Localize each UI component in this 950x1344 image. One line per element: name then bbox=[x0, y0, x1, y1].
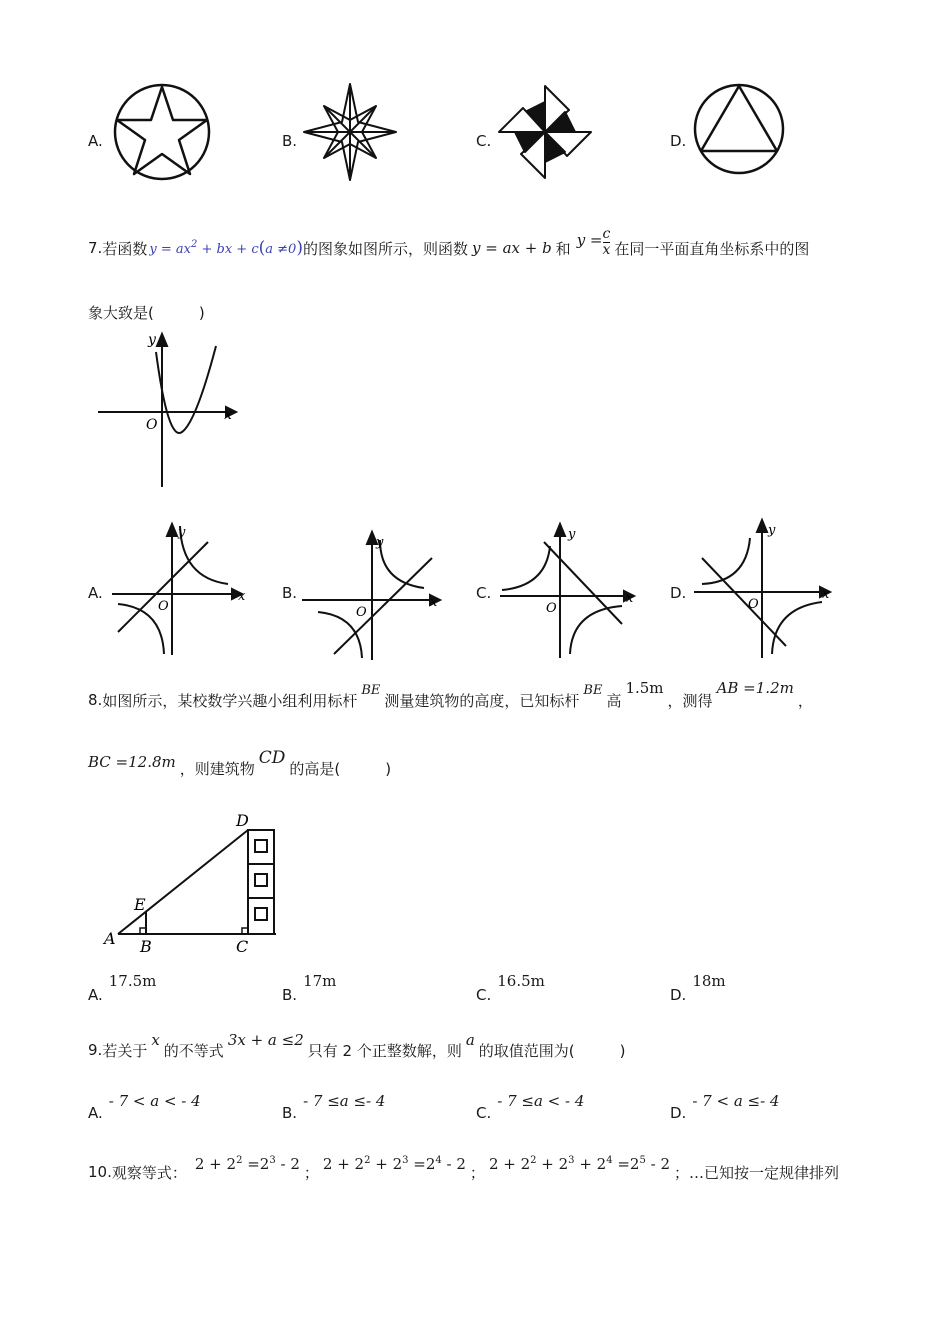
q9-option-d[interactable] bbox=[670, 1092, 779, 1122]
q7-option-c-label[interactable]: C. bbox=[476, 584, 492, 602]
q7-parabola-graph bbox=[96, 332, 246, 492]
q8-stem-line1 bbox=[88, 678, 813, 722]
q9-number: 9. bbox=[88, 1041, 103, 1059]
q9-variable-x: x bbox=[151, 1031, 160, 1049]
q6-option-c-label[interactable]: C. bbox=[476, 132, 492, 150]
q8-text-3: 高 bbox=[606, 691, 622, 710]
q10-equation-3 bbox=[489, 1155, 670, 1173]
q8-number: 8. bbox=[88, 691, 103, 709]
q8-option-a-label: A. bbox=[88, 986, 103, 1004]
q7-b-y-label: y bbox=[376, 535, 384, 550]
triangle-in-circle-icon bbox=[692, 82, 788, 178]
q7-stem-line2: 象大致是( ) bbox=[88, 304, 205, 322]
q9-option-c-label: C. bbox=[476, 1104, 492, 1122]
q10-e3-exp4: 5 bbox=[639, 1155, 646, 1166]
q10-e3-exp2: 3 bbox=[568, 1155, 575, 1166]
q10-e3-a: 2 + 2 bbox=[488, 1155, 531, 1173]
q7-linear-function: y = ax + b bbox=[471, 239, 552, 257]
q9-text-2: 的不等式 bbox=[163, 1041, 224, 1060]
q7-graph-x-label: x bbox=[224, 407, 232, 423]
q9-text-4: 的取值范围为( ) bbox=[478, 1041, 626, 1060]
q8-option-b-value: 17m bbox=[303, 972, 337, 990]
q10-separator-1: ； bbox=[303, 1163, 319, 1182]
q8-option-b[interactable] bbox=[282, 972, 336, 1004]
q10-e1-exp2: 3 bbox=[269, 1155, 276, 1166]
q8-text-2: 测量建筑物的高度，已知标杆 bbox=[384, 691, 580, 710]
q8-option-d-value: 18m bbox=[692, 972, 726, 990]
q7-graph-origin-label: O bbox=[146, 417, 158, 433]
q9-option-d-value: - 7 < a ≤- 4 bbox=[692, 1092, 780, 1110]
q10-e3-g: =2 bbox=[612, 1155, 640, 1173]
q7-quad-exp: 2 bbox=[190, 239, 198, 250]
q8-option-d-label: D. bbox=[670, 986, 687, 1004]
q7-number: 7. bbox=[88, 239, 103, 257]
q7-quad-cond-ne: ≠0 bbox=[277, 242, 297, 257]
q7-d-y-label: y bbox=[768, 523, 776, 538]
q8-building-figure bbox=[100, 806, 290, 958]
q10-equation-1 bbox=[195, 1155, 300, 1173]
q10-text-2: ；…已知按一定规律排列 bbox=[674, 1163, 840, 1182]
q8-text-1: 如图所示，某校数学兴趣小组利用标杆 bbox=[102, 691, 358, 710]
q7-option-a-label[interactable]: A. bbox=[88, 584, 103, 602]
q7-text-4: 在同一平面直角坐标系中的图 bbox=[614, 239, 810, 258]
q10-e3-c: + 2 bbox=[536, 1155, 569, 1173]
q8-stem-line2 bbox=[88, 748, 391, 788]
q8-label-a: A bbox=[104, 929, 116, 948]
q9-text-3: 只有 2 个正整数解，则 bbox=[307, 1041, 462, 1060]
q9-option-a-value: - 7 < a < - 4 bbox=[108, 1092, 201, 1110]
q10-e1-exp1: 2 bbox=[236, 1155, 243, 1166]
q7-quadratic-formula bbox=[149, 238, 303, 258]
q6-option-a-label[interactable]: A. bbox=[88, 132, 103, 150]
q8-text-6: ，则建筑物 bbox=[179, 759, 255, 778]
q8-label-c: C bbox=[236, 937, 249, 956]
q8-text-7: 的高是( ) bbox=[289, 759, 392, 778]
q8-option-a[interactable] bbox=[88, 972, 156, 1004]
q7-d-x-label: x bbox=[822, 587, 830, 602]
q7-quad-eq: = bbox=[160, 242, 172, 257]
q9-option-c[interactable] bbox=[476, 1092, 584, 1122]
q10-separator-2: ； bbox=[469, 1163, 485, 1182]
q6-option-d-label[interactable]: D. bbox=[670, 132, 687, 150]
q7-stem-line1 bbox=[88, 218, 809, 278]
q10-e2-exp1: 2 bbox=[364, 1155, 371, 1166]
q8-label-b: B bbox=[140, 937, 152, 956]
q9-stem bbox=[88, 1030, 626, 1070]
q9-option-a[interactable] bbox=[88, 1092, 201, 1122]
q9-inequality: 3x + a ≤2 bbox=[227, 1031, 304, 1049]
q9-option-c-value: - 7 ≤a < - 4 bbox=[497, 1092, 585, 1110]
q7-quad-cond-a: a bbox=[265, 242, 274, 257]
q10-number: 10. bbox=[88, 1163, 112, 1181]
q8-text-5: ， bbox=[797, 691, 813, 710]
q10-e3-exp3: 4 bbox=[606, 1155, 613, 1166]
q8-option-c-label: C. bbox=[476, 986, 492, 1004]
q10-e2-c: + 2 bbox=[370, 1155, 403, 1173]
q8-be-2: BE bbox=[583, 682, 603, 698]
q7-text-3: 和 bbox=[555, 239, 571, 258]
q8-text-4: ，测得 bbox=[667, 691, 713, 710]
q10-e1-a: 2 + 2 bbox=[194, 1155, 237, 1173]
q9-option-b-label: B. bbox=[282, 1104, 298, 1122]
q8-option-c[interactable] bbox=[476, 972, 545, 1004]
q7-c-origin-label: O bbox=[546, 601, 557, 616]
q10-e3-e: + 2 bbox=[574, 1155, 607, 1173]
q7-option-b-graph bbox=[300, 528, 445, 663]
q7-text-1: 若函数 bbox=[102, 239, 148, 258]
q7-quad-y: y bbox=[149, 242, 157, 257]
q9-option-a-label: A. bbox=[88, 1104, 103, 1122]
q9-text-1: 若关于 bbox=[102, 1041, 148, 1060]
q10-stem bbox=[88, 1150, 839, 1194]
q8-label-e: E bbox=[134, 895, 146, 914]
q7-quad-ax: ax bbox=[175, 242, 191, 257]
q7-a-origin-label: O bbox=[158, 599, 169, 614]
q8-be-1: BE bbox=[361, 682, 381, 698]
q10-e3-i: - 2 bbox=[645, 1155, 670, 1173]
q8-option-a-value: 17.5m bbox=[108, 972, 157, 990]
q10-e2-exp3: 4 bbox=[435, 1155, 442, 1166]
q8-ab-value: AB =1.2m bbox=[716, 679, 794, 697]
q7-c-y-label: y bbox=[568, 527, 576, 542]
q7-b-x-label: x bbox=[430, 595, 438, 610]
q7-option-c-graph bbox=[498, 520, 638, 660]
q10-equation-2 bbox=[323, 1155, 466, 1173]
q7-b-origin-label: O bbox=[356, 605, 367, 620]
q9-variable-a: a bbox=[465, 1031, 475, 1049]
q7-quad-rest: + bx + c bbox=[201, 242, 259, 257]
q7-a-y-label: y bbox=[178, 525, 186, 540]
q8-option-b-label: B. bbox=[282, 986, 298, 1004]
q7-inverse-denominator: x bbox=[602, 241, 611, 258]
q7-text-2: 的图象如图所示，则函数 bbox=[302, 239, 468, 258]
q10-e1-e: - 2 bbox=[275, 1155, 300, 1173]
q7-inverse-numerator: c bbox=[602, 225, 611, 242]
q10-e2-exp2: 3 bbox=[402, 1155, 409, 1166]
q10-e2-e: =2 bbox=[408, 1155, 436, 1173]
q10-e2-a: 2 + 2 bbox=[322, 1155, 365, 1173]
q7-a-x-label: x bbox=[238, 589, 246, 604]
q8-option-c-value: 16.5m bbox=[497, 972, 545, 990]
q7-graph-y-label: y bbox=[148, 332, 156, 348]
q8-bc-value: BC =12.8m bbox=[88, 753, 176, 771]
q9-option-b[interactable] bbox=[282, 1092, 385, 1122]
star-in-circle-icon bbox=[110, 82, 214, 186]
compass-star-icon bbox=[300, 82, 400, 182]
q8-height-value: 1.5m bbox=[625, 679, 664, 697]
q9-option-b-value: - 7 ≤a ≤- 4 bbox=[303, 1092, 386, 1110]
q8-option-d[interactable] bbox=[670, 972, 726, 1004]
q7-option-a-graph bbox=[110, 520, 250, 660]
q10-e1-c: =2 bbox=[242, 1155, 270, 1173]
q7-c-x-label: x bbox=[626, 591, 634, 606]
q6-option-b-label[interactable]: B. bbox=[282, 132, 298, 150]
pinwheel-icon bbox=[497, 82, 593, 182]
q7-quad-paren-open: ( bbox=[258, 238, 266, 258]
q7-option-b-label[interactable]: B. bbox=[282, 584, 298, 602]
q8-label-d: D bbox=[236, 811, 249, 830]
q7-d-origin-label: O bbox=[748, 597, 759, 612]
q8-cd-label: CD bbox=[258, 748, 286, 768]
q7-inverse-fraction bbox=[603, 227, 611, 257]
q9-option-d-label: D. bbox=[670, 1104, 687, 1122]
q10-e2-g: - 2 bbox=[441, 1155, 466, 1173]
q10-e3-exp1: 2 bbox=[530, 1155, 537, 1166]
q7-option-d-label[interactable]: D. bbox=[670, 584, 687, 602]
q10-text-1: 观察等式： bbox=[111, 1163, 187, 1182]
q7-quad-paren-close: ) bbox=[296, 238, 303, 258]
q7-inverse-y: y = bbox=[576, 231, 603, 249]
q7-option-d-graph bbox=[692, 516, 837, 661]
